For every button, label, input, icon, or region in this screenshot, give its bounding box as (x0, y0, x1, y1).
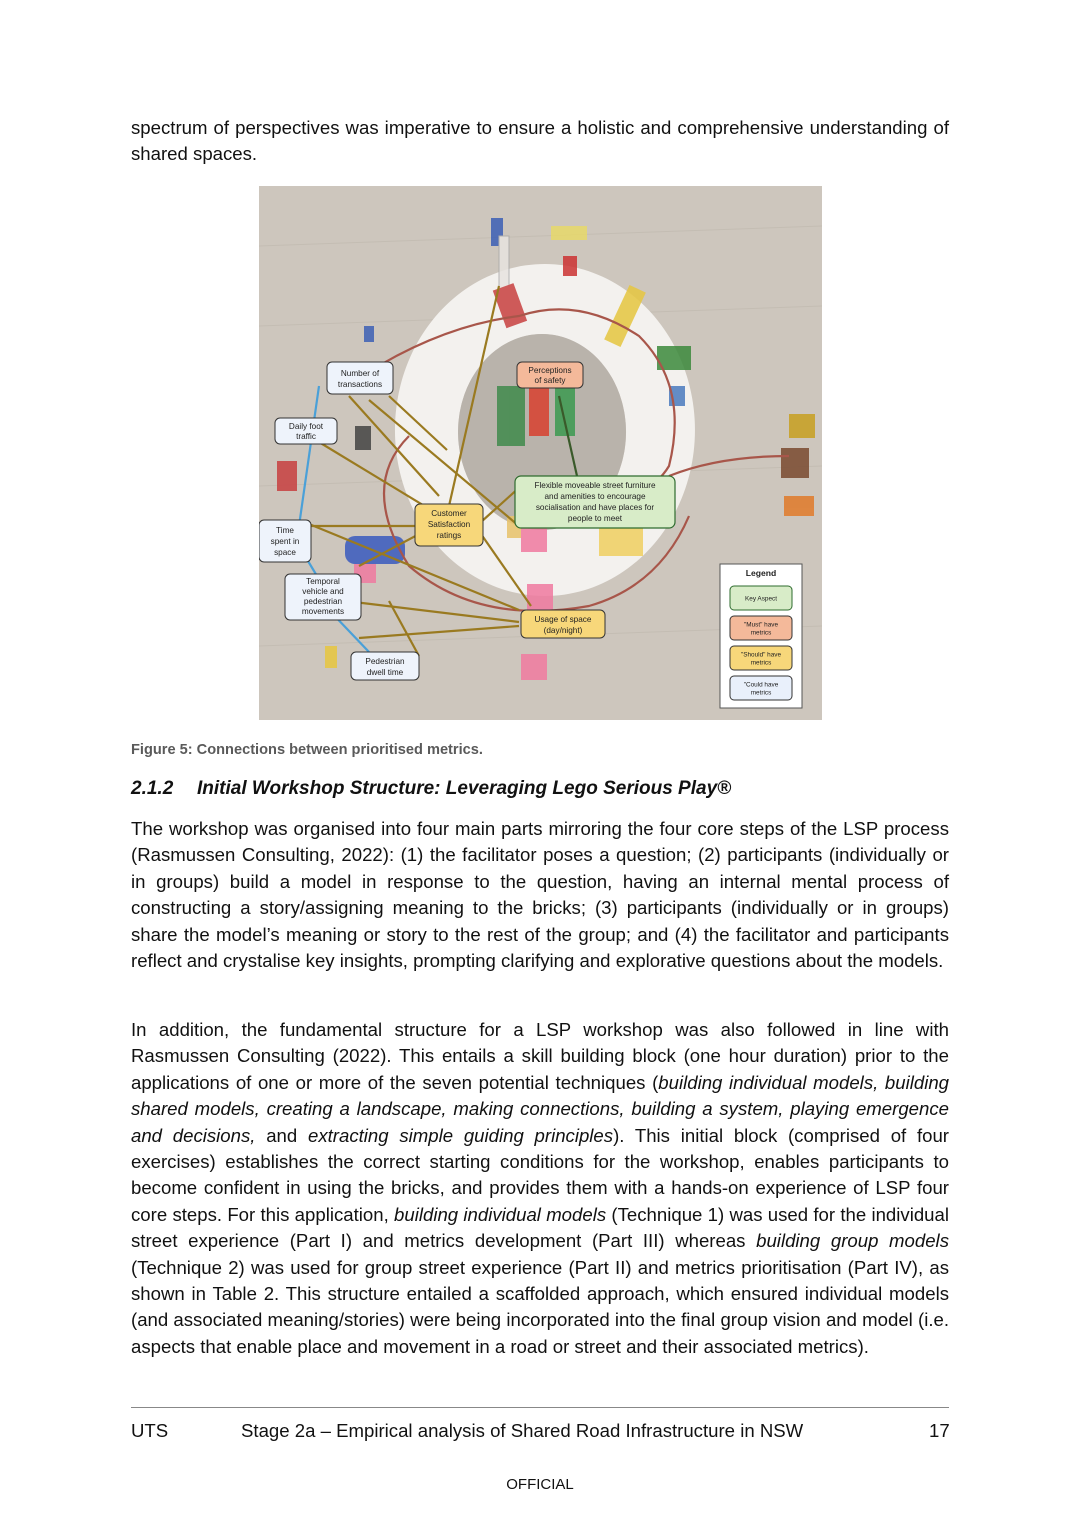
svg-text:Temporal: Temporal (306, 577, 340, 586)
svg-text:spent in: spent in (270, 537, 300, 546)
body-paragraph-2: In addition, the fundamental structure for a LSP workshop was also followed in line with Rasmussen Consulting (2022). This entails a skill building block (one hour duration) prior to the applications of one or more of the seven potential techniques (building individual models, building shared models, creating a landscape, making connections, building a system, playing emergence and decisions, and extracting simple guiding principles). This initial block (comprised of four exercises) establishes the correct starting conditions for the workshop, enables participants to become confident in using the bricks, and provides them with a hands-on experience of LSP four core steps. For this application, building individual models (Technique 1) was used for the individual street experience (Part I) and metrics development (Part III) whereas building group models (Technique 2) was used for group street experience (Part II) and metrics prioritisation (Part IV), as shown in Table 2. This structure entailed a scaffolded approach, which ensured individual models (and associated meaning/stories) were being incorporated into the final group vision and model (i.e. aspects that enable place and movement in a road or street and their associated metrics). (131, 1019, 950, 1357)
legend-item-label: Key Aspect (745, 595, 777, 603)
section-number: 2.1.2 (131, 778, 174, 799)
svg-text:(day/night): (day/night) (543, 626, 583, 635)
footer-organisation: UTS (131, 1420, 169, 1441)
footer-document-title: Stage 2a – Empirical analysis of Shared Road Infrastructure in NSW (241, 1420, 804, 1441)
legend-item (730, 586, 792, 610)
legend-item-label: metrics (750, 629, 772, 637)
svg-text:people to meet: people to meet (567, 514, 623, 523)
node-customer-satisfaction (415, 504, 483, 546)
svg-text:transactions: transactions (337, 380, 383, 389)
svg-text:vehicle and: vehicle and (302, 587, 344, 596)
node-temporal-movements (285, 574, 361, 620)
svg-text:movements: movements (301, 607, 345, 616)
svg-text:Flexible moveable street furni: Flexible moveable street furniture (534, 481, 656, 490)
svg-text:pedestrian: pedestrian (303, 597, 343, 606)
node-number-of-transactions (327, 362, 393, 394)
node-pedestrian-dwell-time (351, 652, 419, 680)
intro-paragraph: spectrum of perspectives was imperative to ensure a holistic and comprehensive understanding of shared spaces. (131, 117, 949, 165)
svg-text:Perceptions: Perceptions (528, 366, 572, 375)
svg-text:Legend: Legend (745, 568, 777, 578)
legend-item-label: "Could have (743, 681, 779, 689)
svg-text:space: space (274, 548, 296, 557)
svg-text:Satisfaction: Satisfaction (427, 520, 471, 529)
footer-divider (131, 1407, 949, 1408)
svg-text:socialisation and have places: socialisation and have places for (535, 503, 655, 512)
node-perceptions-of-safety (517, 362, 583, 388)
body-paragraph-1: The workshop was organised into four main parts mirroring the four core steps of the LSP process (Rasmussen Consulting, 2022): (1) the facilitator poses a question; (2) participants (individually or in groups) build a model in response to the question, having an internal mental process of constructing a story/assigning meaning to the bricks; (3) participants (individually or in groups) share the model’s meaning or story to the rest of the group; and (4) the facilitator and participants reflect and crystalise key insights, prompting clarifying and explorative questions about the models. (131, 818, 949, 972)
svg-text:Pedestrian: Pedestrian (365, 657, 405, 666)
node-flexible-street-furniture (515, 476, 675, 528)
node-daily-foot-traffic (275, 418, 337, 444)
node-usage-of-space (521, 610, 605, 638)
legend-item-label: "Must" have (743, 621, 779, 629)
svg-text:Number of: Number of (340, 369, 380, 378)
classification-label: OFFICIAL (506, 1476, 574, 1493)
svg-text:of safety: of safety (534, 376, 566, 385)
svg-text:and amenities to encourage: and amenities to encourage (544, 492, 646, 501)
svg-text:Customer: Customer (431, 509, 467, 518)
page-number: 17 (929, 1420, 950, 1441)
svg-text:ratings: ratings (436, 531, 462, 540)
workshop-photo-figure (259, 186, 822, 720)
svg-text:Usage of space: Usage of space (534, 615, 592, 624)
svg-text:dwell time: dwell time (366, 668, 404, 677)
legend-item-label: metrics (750, 689, 772, 697)
legend-item-label: metrics (750, 659, 772, 667)
legend-item-label: "Should" have (740, 651, 782, 659)
svg-text:Time: Time (276, 526, 294, 535)
figure-legend (720, 564, 802, 708)
section-heading (131, 778, 731, 800)
legend-item (730, 676, 792, 700)
figure-caption: Figure 5: Connections between prioritised metrics. (131, 742, 483, 758)
svg-text:traffic: traffic (296, 432, 316, 441)
svg-text:Daily foot: Daily foot (288, 422, 324, 431)
legend-item (730, 646, 792, 670)
node-time-spent-in-space (259, 520, 311, 562)
section-title: Initial Workshop Structure: Leveraging Lego Serious Play® (197, 778, 732, 799)
legend-item (730, 616, 792, 640)
